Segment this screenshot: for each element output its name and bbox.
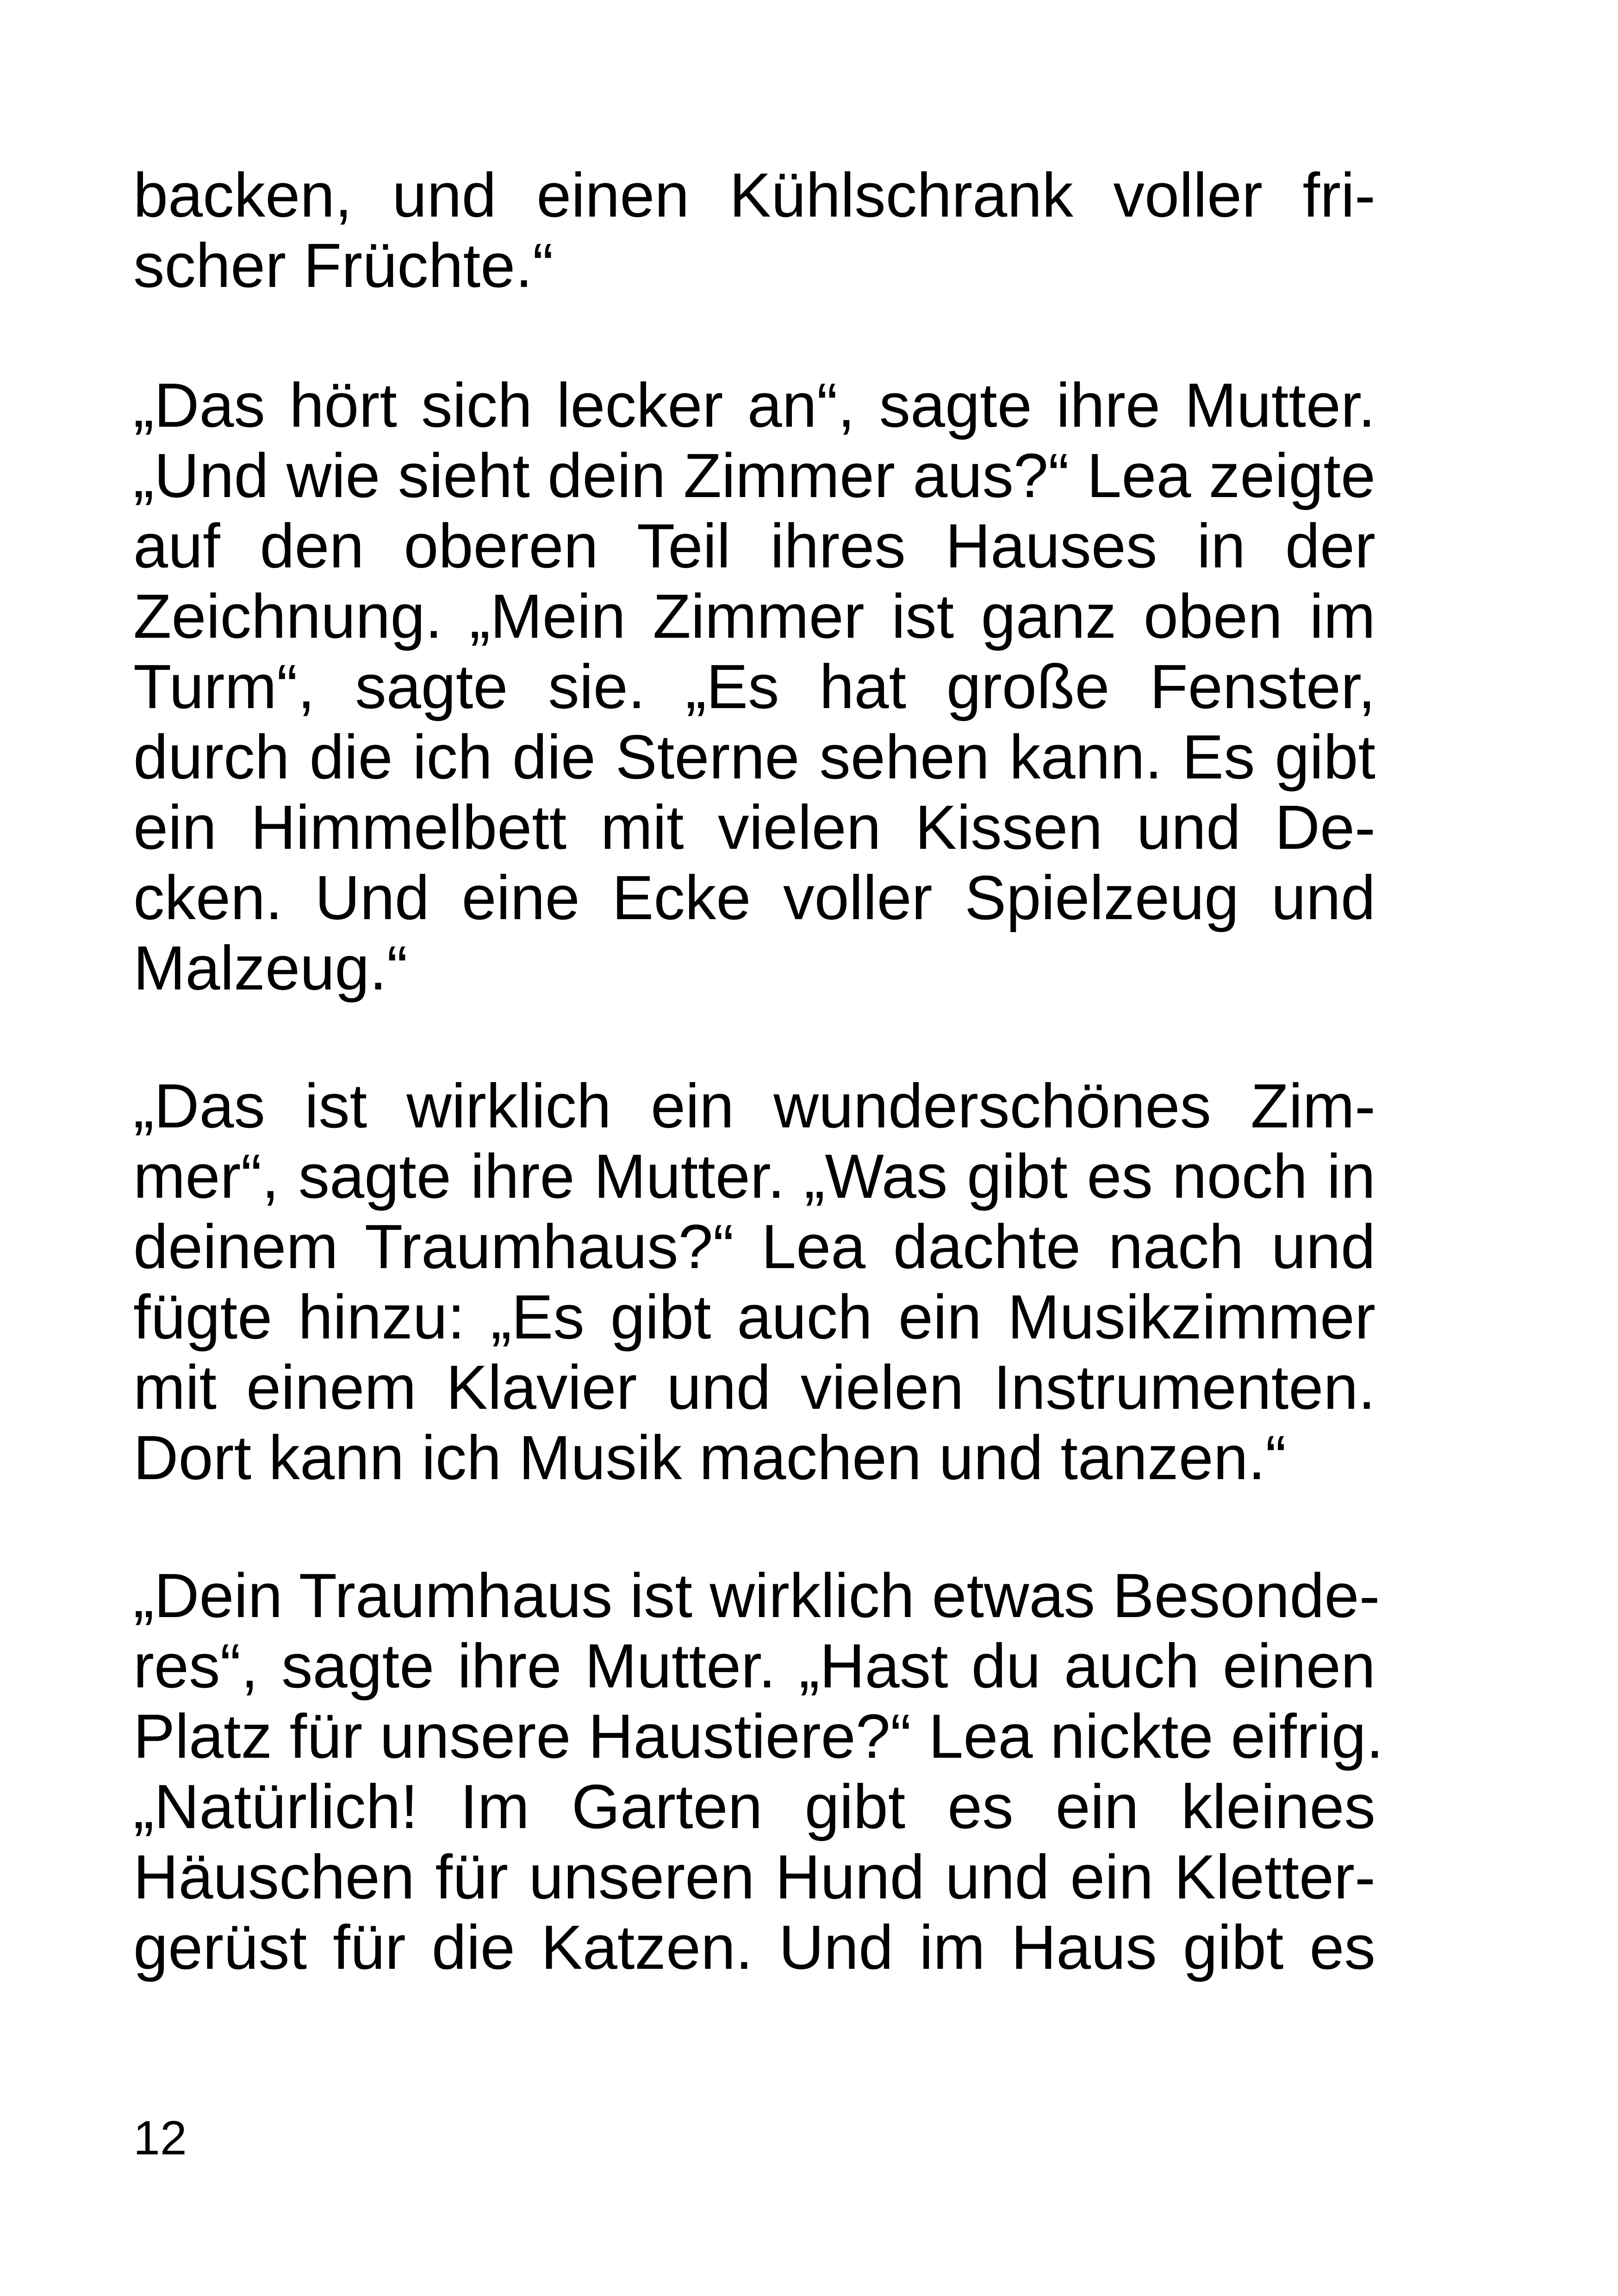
paragraph-2 [133, 370, 1375, 1003]
text-line: „Natürlich! Im Garten gibt es ein kleines [133, 1772, 1375, 1842]
text-line: Zeichnung. „Mein Zimmer ist ganz oben im [133, 581, 1375, 651]
text-line: „Und wie sieht dein Zimmer aus?“ Lea zeigte [133, 441, 1375, 510]
text-line: Malzeug.“ [133, 933, 408, 1003]
text-line: „Das ist wirklich ein wunderschönes Zim- [133, 1071, 1375, 1141]
page-number: 12 [133, 2111, 187, 2165]
text-line: „Das hört sich lecker an“, sagte ihre Mutter. [133, 370, 1375, 440]
paragraph-1 [133, 160, 1375, 301]
text-line: durch die ich die Sterne sehen kann. Es gibt [133, 722, 1375, 792]
text-line: Turm“, sagte sie. „Es hat große Fenster, [133, 652, 1375, 722]
paragraph-4 [133, 1561, 1384, 1983]
text-line: gerüst für die Katzen. Und im Haus gibt es [133, 1912, 1375, 1982]
text-line: Häuschen für unseren Hund und ein Kletter- [133, 1842, 1375, 1912]
text-line: ein Himmelbett mit vielen Kissen und De- [133, 792, 1375, 862]
text-line: auf den oberen Teil ihres Hauses in der [133, 511, 1375, 581]
text-line: deinem Traumhaus?“ Lea dachte nach und [133, 1212, 1375, 1282]
text-line: „Dein Traumhaus ist wirklich etwas Besonde- [133, 1561, 1380, 1630]
paragraph-3 [133, 1071, 1375, 1493]
text-line: cken. Und eine Ecke voller Spielzeug und [133, 863, 1375, 933]
text-line: mer“, sagte ihre Mutter. „Was gibt es noch in [133, 1141, 1375, 1211]
text-line: backen, und einen Kühlschrank voller fri- [133, 160, 1375, 230]
text-line: res“, sagte ihre Mutter. „Hast du auch einen [133, 1631, 1375, 1701]
text-line: scher Früchte.“ [133, 230, 554, 300]
text-line: mit einem Klavier und vielen Instrumenten. [133, 1352, 1375, 1422]
text-line: fügte hinzu: „Es gibt auch ein Musikzimmer [133, 1282, 1375, 1352]
text-line: Platz für unsere Haustiere?“ Lea nickte eifrig. [133, 1701, 1384, 1771]
text-line: Dort kann ich Musik machen und tanzen.“ [133, 1423, 1287, 1493]
